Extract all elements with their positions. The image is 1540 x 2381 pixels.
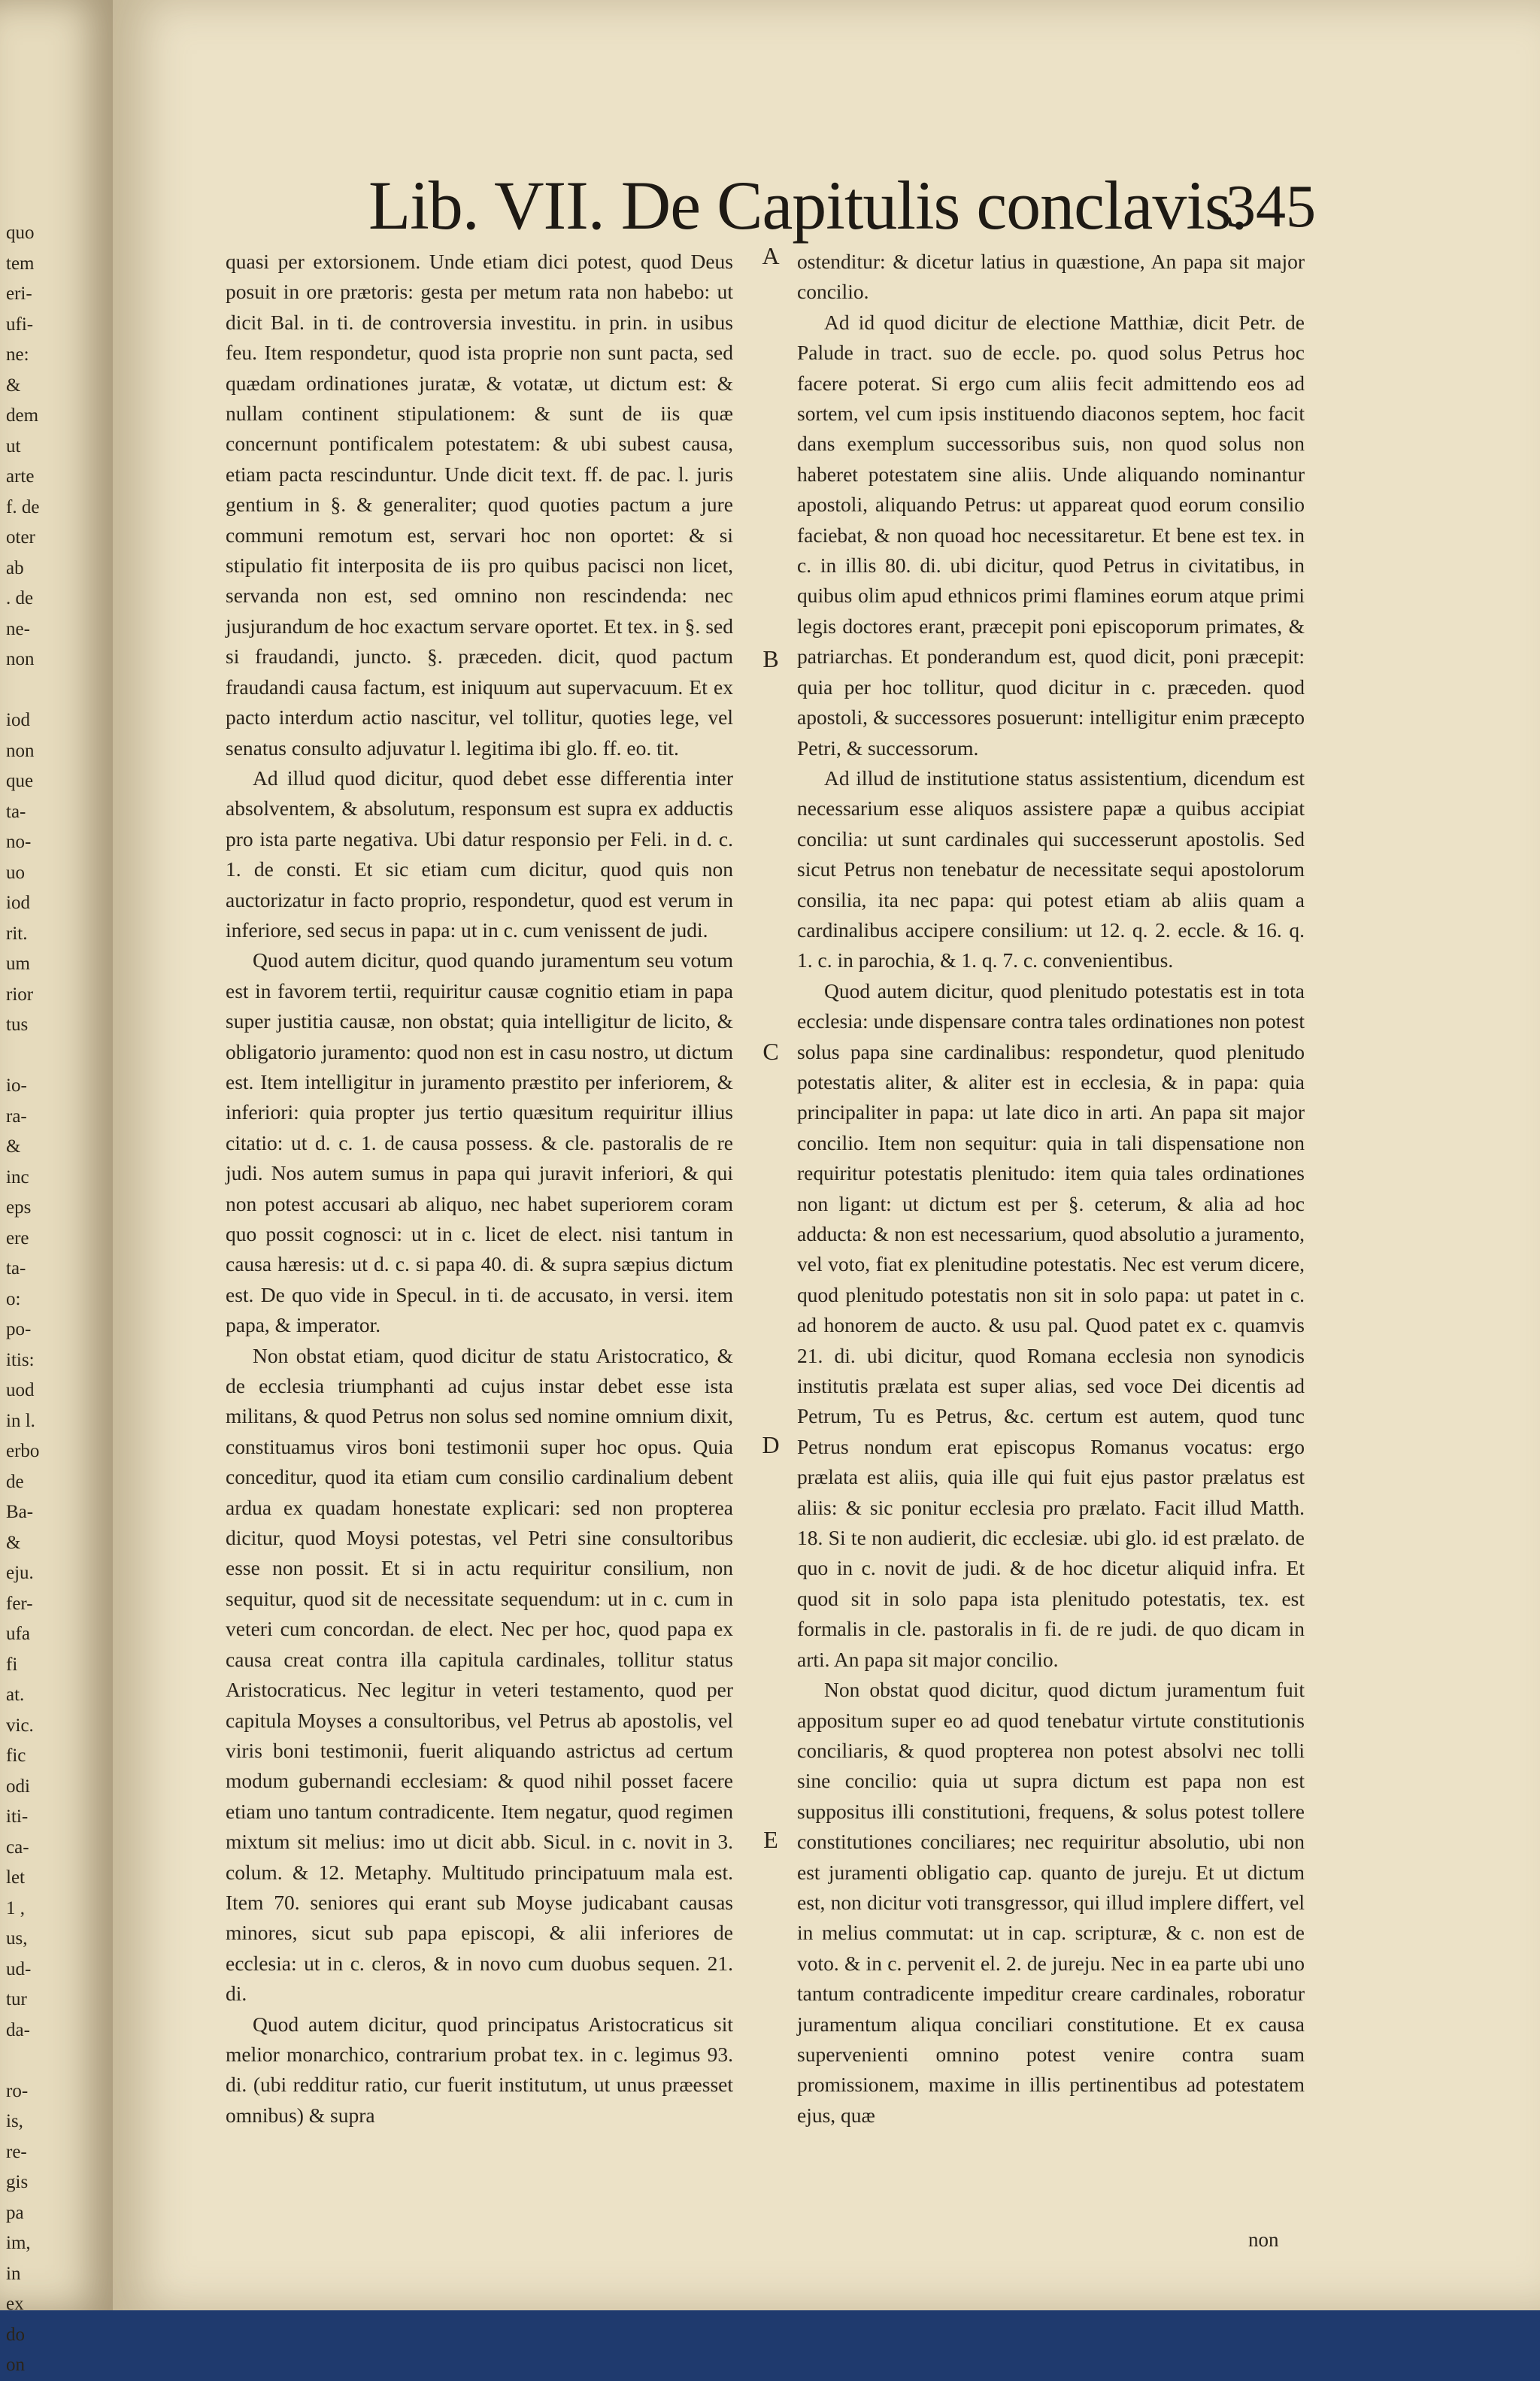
gutter-fragment: da- <box>6 2019 30 2040</box>
gutter-fragment: quo <box>6 223 35 243</box>
gutter-fragment <box>6 675 104 706</box>
gutter-fragment: po- <box>6 1319 32 1339</box>
section-marker: E <box>763 1826 778 1853</box>
gutter-fragment: um <box>6 954 30 974</box>
adjacent-page-margin <box>0 0 113 2375</box>
gutter-fragment: ro- <box>6 2080 29 2101</box>
gutter-fragment: gis <box>6 2172 29 2192</box>
running-title: Lib. VII. De Capitulis conclavis. <box>368 167 1247 244</box>
gutter-fragment: ca- <box>6 1837 29 1858</box>
gutter-fragment: f. de <box>6 496 40 517</box>
paragraph: Quod autem dicitur, quod principatus Aristocraticus sit melior monarchico, contrarium probat tex. in c. legimus 93. di. (ubi redditur ratio, cur fuerit institutum, ut unus præesset omnibus) & supra <box>226 2012 733 2127</box>
gutter-fragment: de <box>6 1471 24 1492</box>
page-number: 345 <box>1226 174 1316 240</box>
gutter-fragment: eju. <box>6 1563 34 1583</box>
gutter-fragment: eri- <box>6 284 32 304</box>
gutter-fragment: & <box>6 375 21 396</box>
gutter-fragment: erbo <box>6 1441 40 1461</box>
gutter-fragment: rior <box>6 984 34 1005</box>
gutter-fragment: tur <box>6 1989 27 2009</box>
gutter-fragment: tus <box>6 1015 29 1035</box>
left-text-column <box>226 247 733 2131</box>
gutter-fragment: ta- <box>6 801 26 822</box>
paragraph: quasi per extorsionem. Unde etiam dici potest, quod Deus posuit in ore prætoris: gesta per metum rata non habebo: ut dicit Bal. in ti. de controversia investitu. in prin. in usibus feu. Item respondetur, quod ista proprie non sunt pacta, sed quædam ordinationes juratæ, & votatæ, ut dictum est: & nullam continent stipulationem: & sunt de iis quæ concernunt pontificalem potestatem: & ubi subest causa, etiam pacta rescinduntur. Unde dicit text. ff. de pac. l. juris gentium in §. & generaliter; quod quoties pactum a jure communi remotum est, servari hoc non oportet: & si stipulatio fit interposita de iis pro quibus pacisci non licet, servanda non est, sed omnino non rescindenda: nec jusjurandum de hoc exactum servare oportet. Et tex. in §. sed si fraudandi, juncto. §. præceden. dicit, quod pactum fraudandi causa factum, est iniquum aut supervacuum. Et ex pacto interdum actio nascitur, vel tollitur, quoties lege, vel senatus consulto adjuvatur l. legitima ibi glo. ff. eo. tit. <box>226 250 733 760</box>
gutter-fragment: iod <box>6 710 30 730</box>
paragraph: Ad id quod dicitur de electione Matthiæ, dicit Petr. de Palude in tract. suo de eccle. po. quod solus Petrus hoc facere poterat. Si ergo cum aliis fecit admittendo eos ad sortem, vel cum ipsis instituendo diaconos septem, hoc facit dans exemplum successoribus suis, non quod solus non haberet potestatem sine aliis. Unde aliquando nominantur apostoli, aliquando Petrus: ut appareat quod eorum consilio faciebat, & non quoad hoc necessitaretur. Et bene est tex. in c. in illis 80. di. ubi dicitur, quod Petrus in civitatibus, in quibus olim apud ethnicos primi flamines eorum atque primi legis doctores erant, præcepit poni episcoporum primates, & patriarchas. Et ponderandum est, quod dicit, poni præcepit: quia per hoc tollitur, quod dicitur in c. præceden. quod apostoli, & successores posuerunt: intelligitur enim præcepto Petri, & successorum. <box>797 310 1305 760</box>
gutter-fragment: & <box>6 1136 21 1157</box>
gutter-fragment: ere <box>6 1227 29 1248</box>
gutter-fragment: ne- <box>6 618 30 639</box>
gutter-fragment: fer- <box>6 1593 33 1614</box>
paragraph: Ad illud quod dicitur, quod debet esse differentia inter absolventem, & absolutum, responsum est supra ex adductis pro ista parte negativa. Ubi datur responsio per Feli. in d. c. 1. de consti. Et sic etiam cum dicitur, quod quis non auctorizatur in facto proprio, respondetur, quod est verum in inferiore, sed secus in papa: ut in c. cum venissent de judi. <box>226 766 733 942</box>
gutter-fragment: let <box>6 1867 25 1888</box>
section-marker: A <box>762 242 780 269</box>
gutter-fragment: que <box>6 771 34 791</box>
gutter-fragment: itis: <box>6 1349 35 1370</box>
gutter-fragment: uod <box>6 1380 35 1400</box>
gutter-fragment: o: <box>6 1288 21 1309</box>
paragraph: Quod autem dicitur, quod quando juramentum seu votum est in favorem tertii, requiritur causæ cognitio etiam in papa super justitia causæ, non obstat; quia intelligitur de licito, & obligatorio juramento: quod non est in casu nostro, ut dictum est. Item intelligitur in juramento præstito per inferiorem, & inferiori: quia propter jus tertio quæsitum requiritur illius citatio: ut d. c. 1. de causa possess. & cle. pastoralis de re judi. Nos autem sumus in papa qui juravit inferiori, & qui non potest accusari ab aliquo, nec habet superiorem coram quo possit cognosci: ut in c. licet de elect. nisi tantum in causa hæresis: ut d. c. si papa 40. di. & supra sæpius dictum est. De quo vide in Specul. in ti. de accusato, in versi. item papa, & imperator. <box>226 948 733 1337</box>
section-marker: C <box>762 1038 779 1065</box>
paragraph: Non obstat etiam, quod dicitur de statu Aristocratico, & de ecclesia triumphanti ad cujus instar debet esse ista militans, & quod Petrus non solus sed nomine omnium dixit, constituamus viros boni testimonii super hoc opus. Quia conceditur, quod ita etiam cum consilio cardinalium debent ardua ex quadam honestate explicari: sed non propterea dicitur, quod Moysi potestas, vel Petri sine consultoribus esse non possit. Et si in actu requiritur consilium, non sequitur, quod sit de necessitate sequendum: ut in c. cum in veteri cum concordan. de elect. Nec per hoc, quod papa ex causa creat contra illa capitula cardinales, tollitur status Aristocraticus. Nec legitur in veteri testamento, quod per capitula Moyses a consultoribus, vel Petrus ab apostolis, vel viris boni testimonii, fuerit aliquando astrictus ad certum modum gubernandi ecclesiam: & quod nihil posset facere etiam uno tantum contradicente. Item negatur, quod regimen mixtum sit melius: imo ut dicit abb. Sicul. in c. novit in 3. colum. & 12. Metaphy. Multitudo principatuum mala est. Item 70. seniores qui erant sub Moyse judicabant causas minores, sicut sub papa episcopi, & alii inferiores de ecclesia: ut in c. cleros, & in novo cum duobus sequen. 21. di. <box>226 1343 733 2006</box>
gutter-fragment: non <box>6 740 35 761</box>
gutter-fragment: arte <box>6 466 35 487</box>
gutter-fragment: iti- <box>6 1806 29 1827</box>
gutter-text-fragments <box>6 218 104 2381</box>
gutter-fragment: eps <box>6 1197 32 1218</box>
gutter-fragment: & <box>6 1532 21 1553</box>
gutter-fragment: non <box>6 649 35 669</box>
gutter-fragment: iod <box>6 893 30 913</box>
catchword: non <box>1248 2228 1279 2251</box>
gutter-fragment: on <box>6 2355 25 2375</box>
gutter-fragment: is, <box>6 2111 23 2131</box>
gutter-fragment: do <box>6 2324 25 2345</box>
paragraph: Quod autem dicitur, quod plenitudo potestatis est in tota ecclesia: unde dispensare contra tales ordinationes non potest solus papa sine cardinalibus: respondetur, quod plenitudo potestatis aliter, & aliter est in ecclesia, & in papa: quia principaliter in papa: ut late dico in arti. An papa sit major concilio. Item non sequitur: quia in tali dispensatione non requiritur potestatis plenitudo: item quia tales ordinationes non ligant: ut dictum est per §. ceterum, & alia ad hoc adducta: & non est necessarium, quod absolutio a juramento, vel voto, fiat ex plenitudine potestatis. Nec est verum dicere, quod plenitudo potestatis non sit in solo papa: ut patet in c. ad honorem de aucto. & usu pal. Quod patet ex c. quamvis 21. di. ubi dicitur, quod Romana ecclesia non synodicis institutis prælata est super alias, sed voce Dei dicentis ad Petrum, Tu es Petrus, &c. certum est autem, quod tunc Petrus nondum erat episcopus Romanus vocatus: ergo prælata est aliis, quia ille qui fuit ejus pastor prælatus est aliis: & sic ponitur ecclesia pro prælato. Facit illud Matth. 18. Si te non audierit, dic ecclesiæ. ubi glo. id est prælato. de quo in c. novit de judi. & de hoc dicetur aliquid infra. Et quod sit in solo papa ista plenitudo potestatis, tex. est formalis in cle. pastoralis in fi. de re judi. de quo dicam in arti. An papa sit major concilio. <box>797 978 1305 1671</box>
paragraph: Non obstat quod dicitur, quod dictum juramentum fuit appositum super eo ad quod tenebatur virtute constitutionis conciliaris, & quod propterea non potest absolvi nec tolli sine concilio: quia ut supra dictum est papa non est suppositus illi constitutioni, frequens, & solus potest tollere constitutiones conciliares; nec requiritur absolutio, ubi non est juramenti obligatio cap. quanto de jureju. Et ut dictum est, non dicitur voti transgressor, qui illud implere differt, vel in melius commutat: ut in cap. scripturæ, & c. non est de voto. & in c. pervenit el. 2. de jureju. Nec in ea parte ubi uno tantum contradicente impeditur creare cardinales, roboratur juramentum aliqua conciliari constitutione. Et ex causa supervenienti omnino potest venire contra suam promissionem, maxime in illis pertinentibus ad potestatem ejus, quæ <box>797 1678 1305 2127</box>
gutter-fragment: re- <box>6 2141 27 2162</box>
gutter-fragment: tem <box>6 253 35 274</box>
gutter-fragment: vic. <box>6 1715 34 1736</box>
gutter-fragment: rit. <box>6 923 28 944</box>
paragraph: ostenditur: & dicetur latius in quæstione, An papa sit major concilio. <box>797 250 1305 304</box>
gutter-fragment: in <box>6 2263 21 2284</box>
paragraph: Ad illud de institutione status assistentium, dicendum est necessarium esse aliquos assistere papæ a quibus accipiat concilia: ut sunt cardinales qui successerunt apostolis. Sed sicut Petrus non tenebatur de necessitate sequi apostolorum consilia, ita nec papa: qui potest etiam ab aliis quam a cardinalibus accipere consilium: ut 12. q. 2. eccle. & 16. q. 1. c. in parochia, & 1. q. 7. c. convenientibus. <box>797 766 1305 972</box>
gutter-fragment: io- <box>6 1075 27 1096</box>
section-marker: D <box>762 1431 780 1458</box>
gutter-fragment: . de <box>6 588 34 608</box>
gutter-fragment: no- <box>6 832 32 852</box>
gutter-fragment: fic <box>6 1746 26 1766</box>
gutter-fragment: Ba- <box>6 1502 34 1522</box>
gutter-fragment <box>6 2046 104 2076</box>
gutter-fragment: ab <box>6 557 24 578</box>
page-header <box>248 165 1376 248</box>
gutter-fragment: ne: <box>6 344 29 365</box>
gutter-fragment: at. <box>6 1685 25 1705</box>
gutter-fragment: dem <box>6 405 39 426</box>
gutter-fragment: 1 , <box>6 1897 25 1918</box>
gutter-fragment: odi <box>6 1776 30 1797</box>
gutter-fragment: pa <box>6 2202 24 2223</box>
gutter-fragment: ufi- <box>6 314 34 335</box>
gutter-fragment: uo <box>6 862 25 883</box>
gutter-fragment <box>6 1041 104 1072</box>
gutter-fragment: inc <box>6 1166 29 1187</box>
gutter-fragment: us, <box>6 1928 28 1949</box>
gutter-fragment: in l. <box>6 1410 35 1431</box>
section-marker: B <box>762 645 779 672</box>
gutter-fragment: ufa <box>6 1624 30 1644</box>
gutter-fragment: im, <box>6 2233 31 2253</box>
gutter-fragment: oter <box>6 527 35 547</box>
gutter-fragment: ex <box>6 2294 24 2314</box>
right-text-column <box>797 247 1305 2131</box>
gutter-fragment: ud- <box>6 1958 32 1979</box>
gutter-fragment: ut <box>6 435 21 456</box>
gutter-fragment: fi <box>6 1654 18 1675</box>
gutter-fragment: ra- <box>6 1106 27 1127</box>
gutter-fragment: ta- <box>6 1258 26 1278</box>
